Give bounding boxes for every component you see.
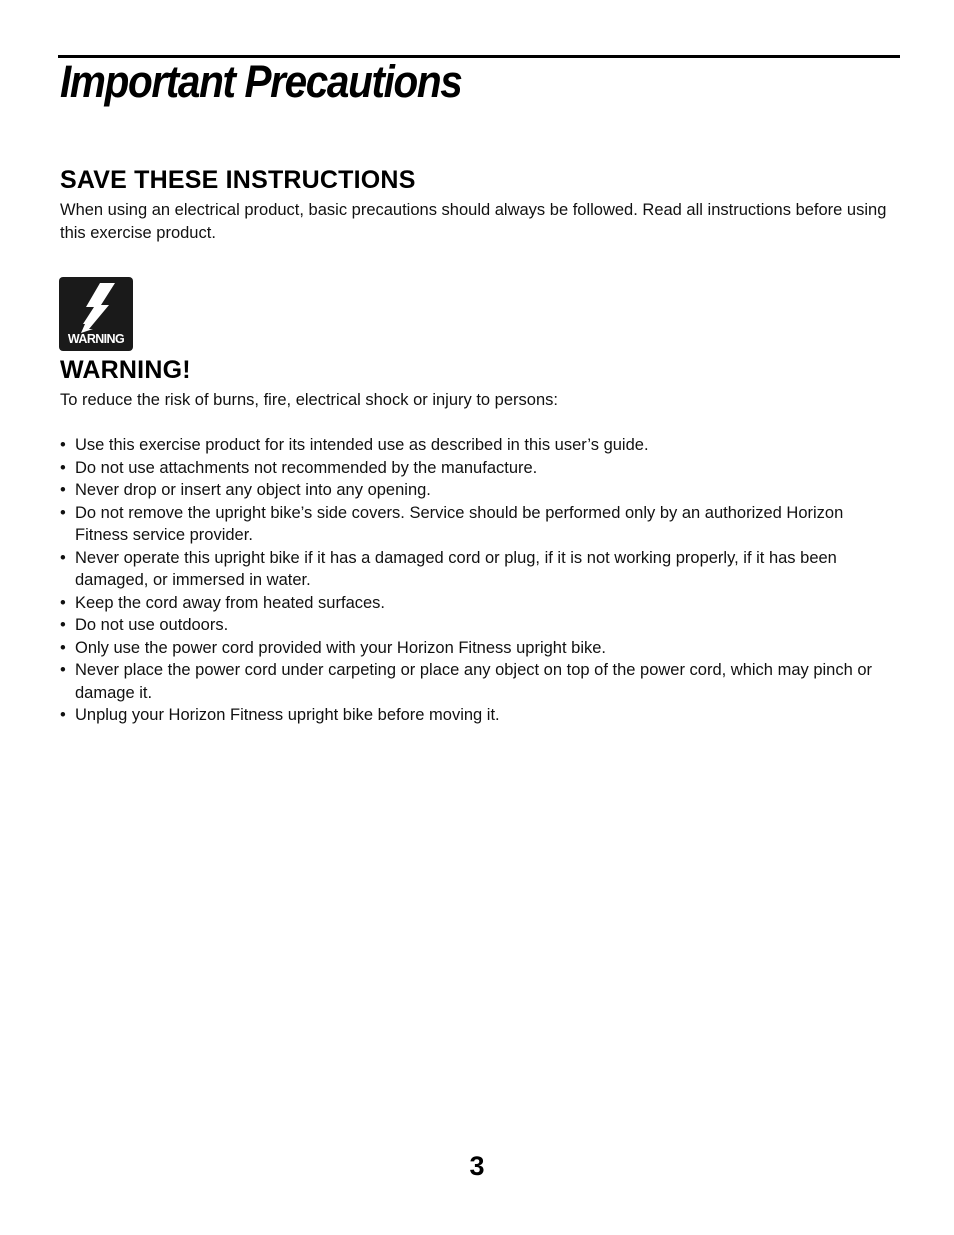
list-item: • Never drop or insert any object into any opening. bbox=[60, 479, 890, 502]
list-item: • Unplug your Horizon Fitness upright bike before moving it. bbox=[60, 704, 890, 727]
page-title: Important Precautions bbox=[60, 56, 462, 107]
list-item: • Only use the power cord provided with your Horizon Fitness upright bike. bbox=[60, 637, 890, 660]
list-item: • Do not remove the upright bike’s side covers. Service should be performed only by an authorized Horizon Fitness service provider. bbox=[60, 502, 890, 547]
page-number: 3 bbox=[469, 1151, 485, 1181]
save-instructions-heading: SAVE THESE INSTRUCTIONS bbox=[60, 166, 416, 194]
warning-intro-text: To reduce the risk of burns, fire, electrical shock or injury to persons: bbox=[60, 391, 558, 409]
warning-icon-label: WARNING bbox=[67, 332, 125, 346]
electrical-warning-icon bbox=[59, 277, 133, 351]
list-item: • Never operate this upright bike if it has a damaged cord or plug, if it is not working properly, if it has been damaged, or immersed in water. bbox=[60, 547, 890, 592]
list-item: • Keep the cord away from heated surfaces. bbox=[60, 592, 890, 615]
list-item: • Do not use attachments not recommended by the manufacture. bbox=[60, 457, 890, 480]
list-item: • Never place the power cord under carpeting or place any object on top of the power cord, which may pinch or damage it. bbox=[60, 659, 890, 704]
list-item: • Do not use outdoors. bbox=[60, 614, 890, 637]
precaution-list bbox=[60, 434, 890, 727]
warning-heading: WARNING! bbox=[60, 356, 191, 384]
list-item: • Use this exercise product for its intended use as described in this user’s guide. bbox=[60, 434, 890, 457]
save-instructions-text: When using an electrical product, basic precautions should always be followed. Read all instructions before using this exercise product. bbox=[60, 201, 887, 242]
